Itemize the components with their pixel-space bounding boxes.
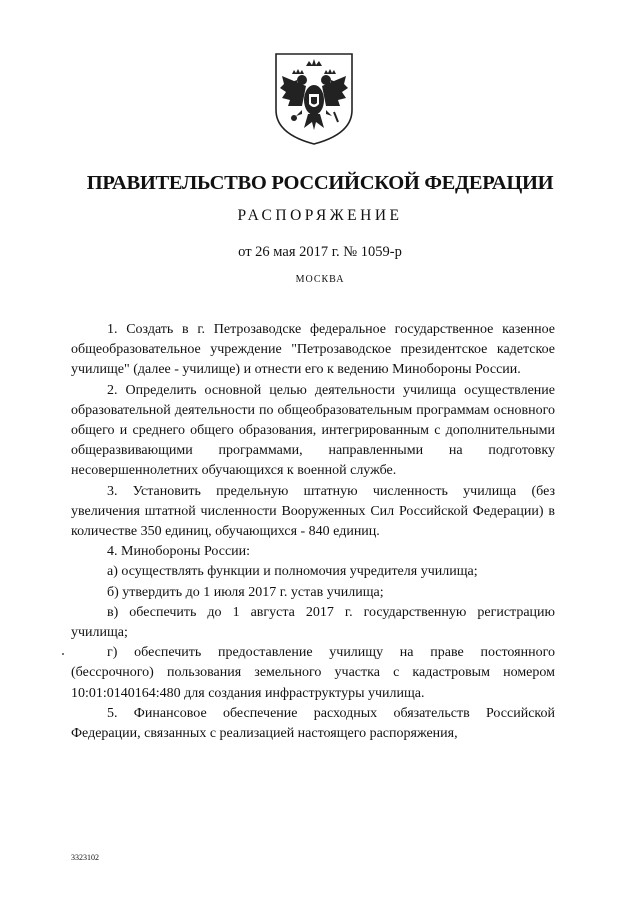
paragraph-4c: в) обеспечить до 1 августа 2017 г. государственную регистрацию училища;: [71, 604, 555, 641]
paragraph-3: 3. Установить предельную штатную численность училища (без увеличения штатной численности Вооруженных Сил Российской Федерации) в количестве 350 единиц, обучающихся - 840 единиц.: [71, 483, 555, 540]
scan-speck: [62, 653, 64, 655]
double-headed-eagle-icon: [272, 50, 356, 146]
paragraph-4b: б) утвердить до 1 июля 2017 г. устав училища;: [107, 584, 384, 600]
paragraph-1: 1. Создать в г. Петрозаводске федеральное государственное казенное общеобразовательное учреждение "Петрозаводское президентское кадетское училище" (далее - училище) и отнести его к ведению Минобороны России.: [71, 322, 555, 378]
city-name: МОСКВА: [295, 274, 345, 285]
organization-title: ПРАВИТЕЛЬСТВО РОССИЙСКОЙ ФЕДЕРАЦИИ: [86, 172, 554, 194]
date-and-number: от 26 мая 2017 г. № 1059-р: [238, 244, 402, 260]
coat-of-arms-emblem: [272, 50, 356, 146]
document-body: [71, 320, 555, 744]
document-type: РАСПОРЯЖЕНИЕ: [237, 207, 403, 224]
document-code: 3323102: [71, 853, 99, 862]
paragraph-4: 4. Минобороны России:: [107, 544, 251, 560]
paragraph-2: 2. Определить основной целью деятельности училища осуществление образовательной деятельности по общеобразовательным программам основного общего и среднего общего образования, интегрированным с дополнительными общеразвивающими программами, направленными на подготовку несовершеннолетних обучающихся к военной службе.: [71, 382, 555, 479]
paragraph-4d: г) обеспечить предоставление училищу на праве постоянного (бессрочного) пользования земельного участка с кадастровым номером 10:01:0140164:480 для создания инфраструктуры училища.: [71, 645, 555, 701]
paragraph-4a: а) осуществлять функции и полномочия учредителя училища;: [107, 564, 478, 580]
paragraph-5: 5. Финансовое обеспечение расходных обязательств Российской Федерации, связанных с реализацией настоящего распоряжения,: [71, 705, 555, 742]
